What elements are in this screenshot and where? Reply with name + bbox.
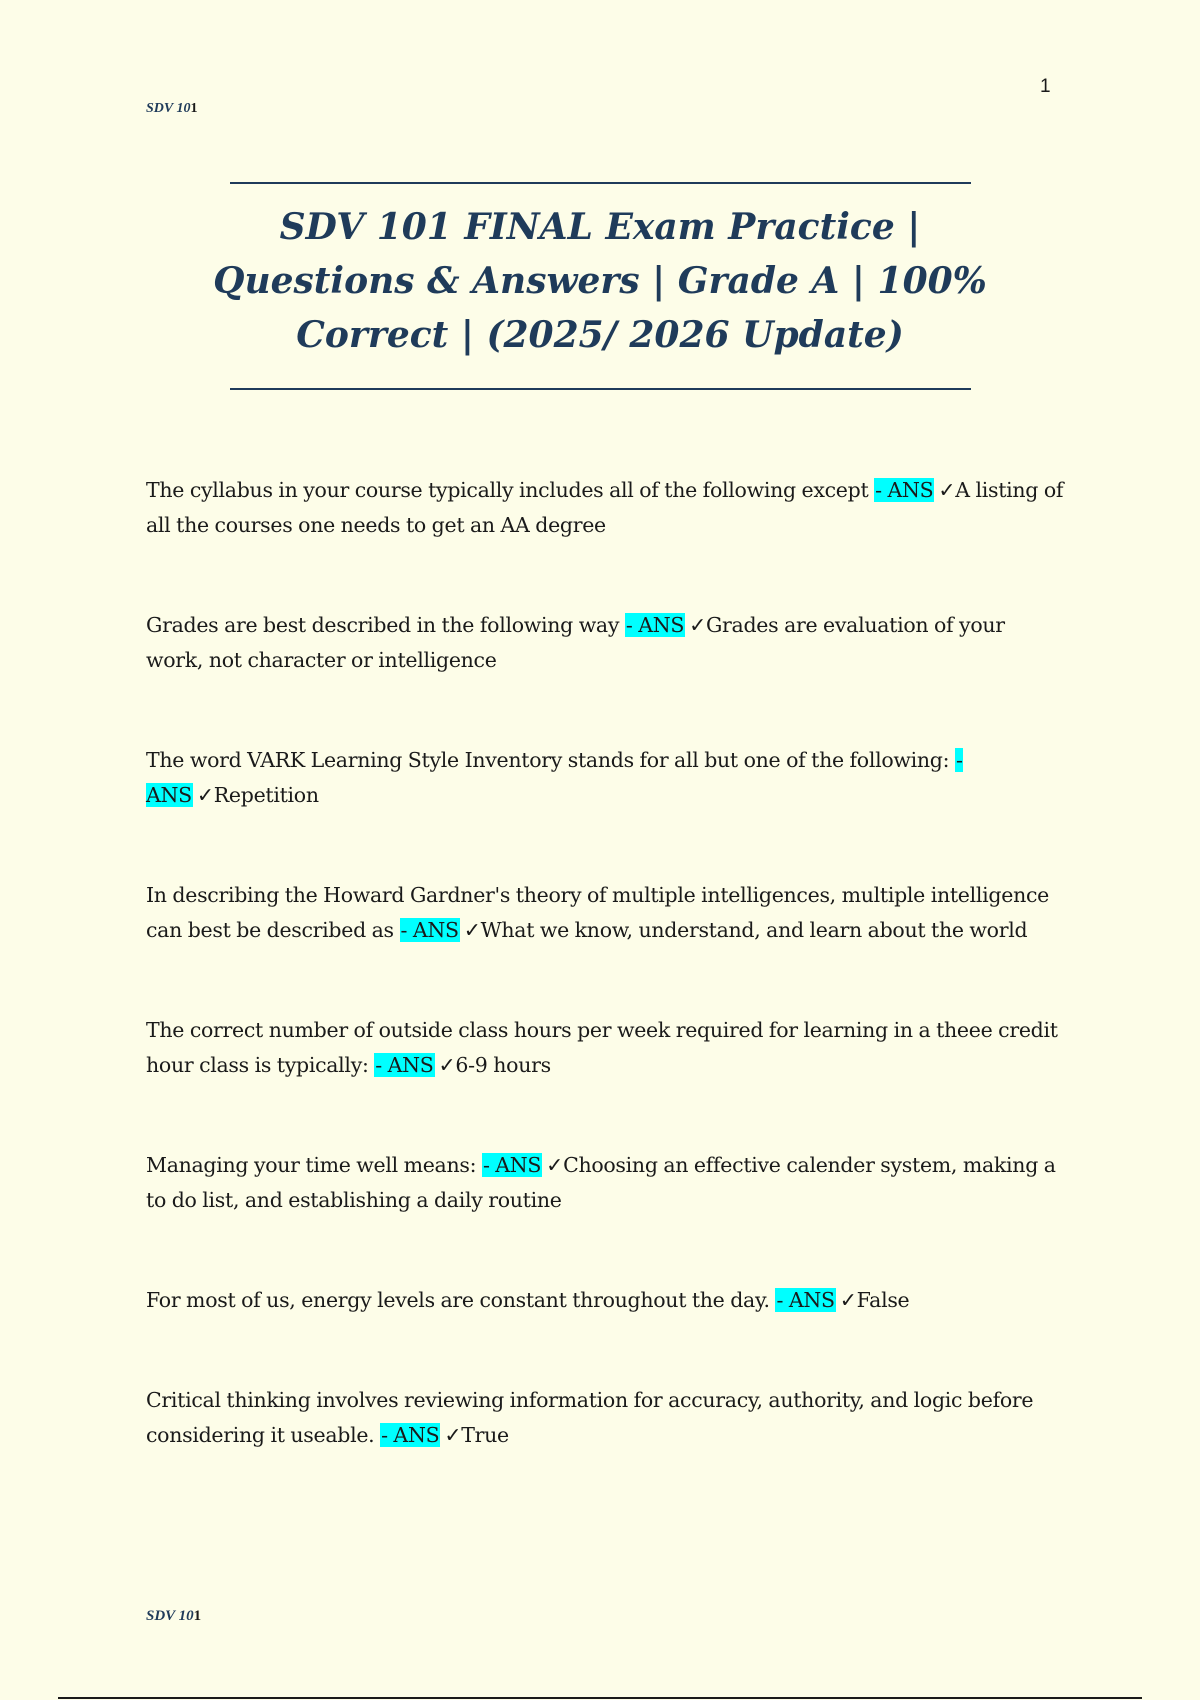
qa-item <box>146 608 1066 678</box>
ans-marker: - ANS <box>482 1153 542 1177</box>
page-bottom-rule <box>58 1697 1142 1699</box>
answer-text: False <box>856 1288 910 1312</box>
ans-marker: - ANS <box>381 1423 440 1447</box>
question-text: For most of us, energy levels are constant throughout the day. <box>146 1288 770 1312</box>
document-title: SDV 101 FINAL Exam Practice | Questions & Answers | Grade A | 100% Correct | (2025/ 2026 Update) <box>213 206 987 356</box>
ans-marker: - ANS <box>400 918 459 942</box>
qa-item <box>146 1013 1066 1083</box>
question-text: Managing your time well means: <box>146 1153 477 1177</box>
question-text: The cyllabus in your course typically includes all of the following except <box>146 478 869 502</box>
ans-marker: - ANS <box>776 1288 835 1312</box>
answer-text: True <box>461 1423 509 1447</box>
qa-item <box>146 1283 1066 1318</box>
question-text: Critical thinking involves reviewing information for accuracy, authority, and logic before considering it useable. <box>146 1388 1034 1447</box>
qa-item <box>146 1148 1066 1218</box>
check-mark-icon: ✓ <box>196 783 214 807</box>
question-text: In describing the Howard Gardner's theory of multiple intelligences, multiple intelligence can best be described as <box>146 883 1049 942</box>
running-footer-course: SDV 10 <box>146 1608 194 1624</box>
running-header <box>146 101 197 117</box>
ans-marker: - ANS <box>146 748 963 807</box>
answer-text: Choosing an effective calender system, making a to do list, and establishing a daily routine <box>146 1153 1056 1212</box>
answer-text: What we know, understand, and learn about the world <box>480 918 1028 942</box>
check-mark-icon: ✓ <box>689 613 706 637</box>
ans-marker: - ANS <box>875 478 934 502</box>
qa-item <box>146 473 1066 543</box>
check-mark-icon: ✓ <box>463 918 481 942</box>
title-rule-bottom <box>230 388 971 390</box>
check-mark-icon: ✓ <box>938 478 956 502</box>
question-text: Grades are best described in the following way <box>146 613 620 637</box>
answer-text: 6-9 hours <box>455 1053 551 1077</box>
qa-item <box>146 743 1066 813</box>
running-header-course: SDV 10 <box>146 101 191 116</box>
running-footer-suffix: 1 <box>193 1608 202 1624</box>
page-number: 1 <box>1040 76 1051 97</box>
qa-list <box>146 473 1066 1453</box>
ans-marker: - ANS <box>375 1053 434 1077</box>
qa-item <box>146 878 1066 948</box>
title-rule-top <box>230 182 971 184</box>
answer-text: Repetition <box>213 783 319 807</box>
answer-text: A listing of all the courses one needs to get an AA degree <box>146 478 1064 537</box>
running-header-suffix: 1 <box>190 101 198 116</box>
check-mark-icon: ✓ <box>839 1288 857 1312</box>
answer-text: Grades are evaluation of your work, not character or intelligence <box>146 613 1005 672</box>
check-mark-icon: ✓ <box>438 1053 456 1077</box>
ans-marker: - ANS <box>625 613 685 637</box>
running-footer <box>146 1608 201 1625</box>
question-text: The word VARK Learning Style Inventory stands for all but one of the following: <box>146 748 950 772</box>
check-mark-icon: ✓ <box>444 1423 462 1447</box>
question-text: The correct number of outside class hours per week required for learning in a theee credit hour class is typically: <box>146 1018 1058 1077</box>
qa-item <box>146 1383 1066 1453</box>
check-mark-icon: ✓ <box>546 1153 564 1177</box>
